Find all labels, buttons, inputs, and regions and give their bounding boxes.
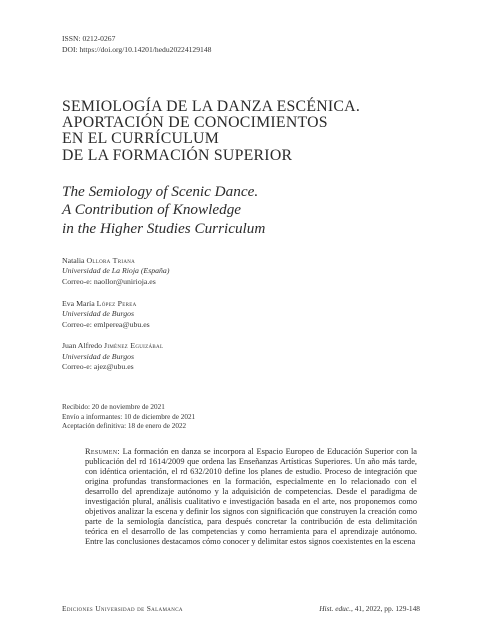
author-given-name: Eva María (62, 298, 95, 308)
title-spanish (62, 99, 422, 164)
author-family-name: Ollora Triana (86, 256, 136, 265)
author-email[interactable]: Correo-e: ajez@ubu.es (62, 362, 134, 372)
abstract-paragraph (85, 447, 417, 547)
title-es-line: DE LA FORMACIÓN SUPERIOR (62, 146, 293, 164)
author-block (62, 299, 362, 330)
author-block (62, 256, 362, 287)
citation-details: , 41, 2022, pp. 129-148 (351, 604, 420, 613)
author-email[interactable]: Correo-e: naollor@unirioja.es (62, 276, 156, 286)
author-list (62, 256, 362, 384)
abstract-text: La formación en danza se incorpora al Espacio Europeo de Educación Superior con la publicación del rd 1614/2009 que ordena las Enseñanzas Artísticas Superiores. Un año más tarde, con idéntica orientación, el rd 632/2010 define los planes de estudio. Proceso de integración que origina profundas transformaciones en la formación, especialmente en lo relacionado con el desarrollo del aprendizaje autónomo y la adquisición de competencias. Desde el paradigma de investigación plural, análisis cualitativo e investigación basada en el arte, nos proponemos como objetivos analizar la escena y definir los signos con significación que construyen la creación como parte de la semiología dancística, para después concretar la contribución de esta delimitación teórica en el desarrollo de las competencias y como herramienta para el aprendizaje autónomo. Entre las conclusiones destacamos cómo conocer y delimitar estos signos coexistentes en la escena (85, 447, 417, 546)
author-block (62, 341, 362, 372)
journal-citation (319, 604, 420, 613)
author-name (62, 299, 362, 309)
title-es-line: EN EL CURRÍCULUM (62, 130, 219, 148)
publisher-name: Ediciones Universidad de Salamanca (62, 604, 183, 613)
title-es-line: SEMIOLOGÍA DE LA DANZA ESCÉNICA. (62, 98, 361, 115)
date-received: Recibido: 20 de noviembre de 2021 (62, 403, 165, 411)
title-english (62, 183, 422, 238)
identifier-block (62, 34, 211, 55)
abstract-label: Resumen: (85, 447, 120, 456)
title-es-line: APORTACIÓN DE CONOCIMIENTOS (62, 114, 328, 132)
submission-dates (62, 403, 195, 432)
author-name (62, 256, 362, 266)
author-name (62, 341, 362, 351)
title-en-line: The Semiology of Scenic Dance. (62, 183, 259, 200)
date-sent: Envío a informantes: 10 de diciembre de 2021 (62, 412, 196, 421)
title-en-line: in the Higher Studies Curriculum (62, 219, 266, 237)
author-given-name: Juan Alfredo (62, 341, 103, 351)
doi-line[interactable]: DOI: https://doi.org/10.14201/hedu20224129148 (62, 44, 212, 54)
journal-name: Hist. educ. (319, 604, 352, 613)
author-email[interactable]: Correo-e: emlperea@ubu.es (62, 319, 150, 329)
author-given-name: Natalia (62, 256, 85, 265)
author-affiliation: Universidad de Burgos (62, 309, 135, 319)
author-affiliation: Universidad de Burgos (62, 351, 135, 361)
date-accepted: Aceptación definitiva: 18 de enero de 2022 (62, 422, 187, 431)
author-family-name: López Perea (96, 298, 137, 308)
author-affiliation: Universidad de La Rioja (España) (62, 266, 170, 276)
issn-line: ISSN: 0212-0267 (62, 34, 116, 43)
title-en-line: A Contribution of Knowledge (62, 201, 242, 219)
author-family-name: Jiménez Eguizábal (104, 341, 164, 351)
